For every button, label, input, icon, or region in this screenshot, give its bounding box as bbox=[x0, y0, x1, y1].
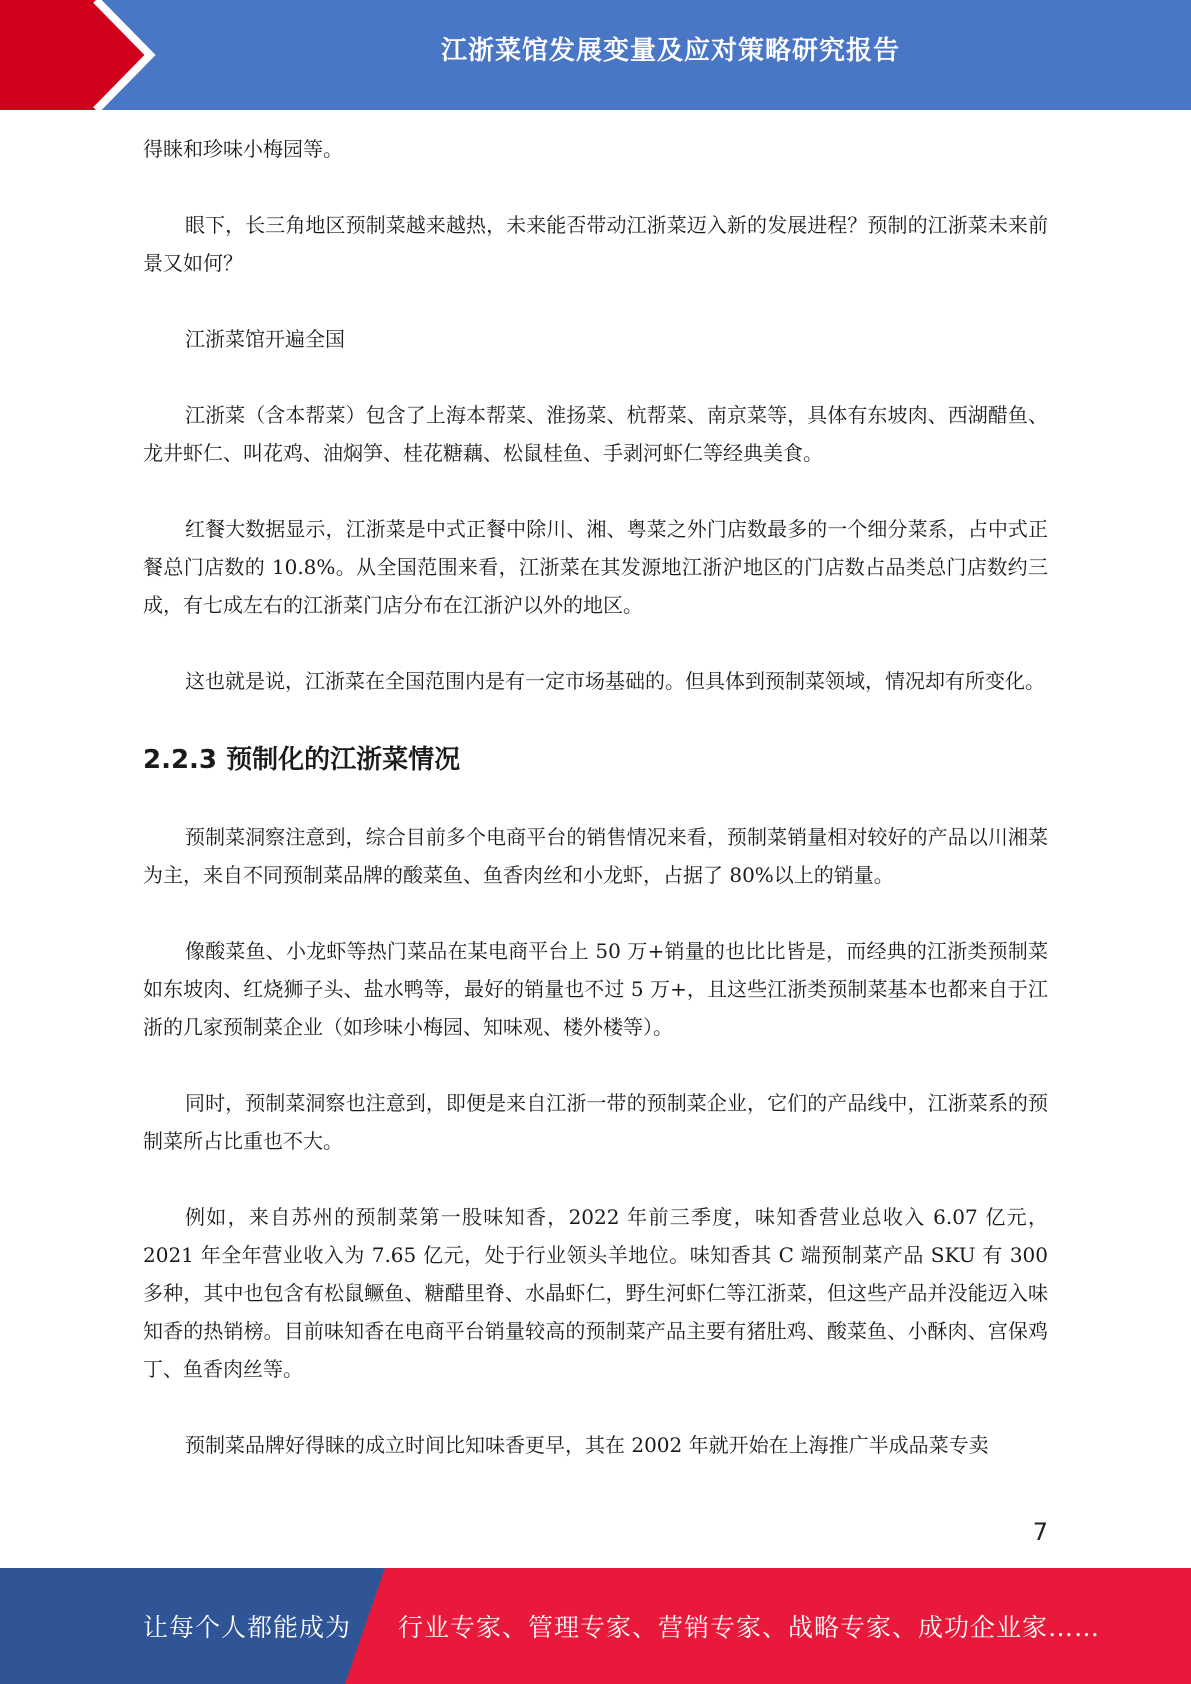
paragraph: 眼下，长三角地区预制菜越来越热，未来能否带动江浙菜迈入新的发展进程？预制的江浙菜未来前景又如何？ bbox=[143, 213, 1048, 275]
footer-slogan-right: 行业专家、管理专家、营销专家、战略专家、成功企业家…… bbox=[398, 1613, 1101, 1642]
header-red-arrow bbox=[0, 0, 150, 110]
paragraph: 红餐大数据显示，江浙菜是中式正餐中除川、湘、粤菜之外门店数最多的一个细分菜系，占中式正餐总门店数的 10.8%。从全国范围来看，江浙菜在其发源地江浙沪地区的门店数占品类总门店数约三成，有七成左右的江浙菜门店分布在江浙沪以外的地区。 bbox=[143, 517, 1048, 617]
section-heading: 2.2.3 预制化的江浙菜情况 bbox=[143, 745, 461, 775]
paragraph: 预制菜洞察注意到，综合目前多个电商平台的销售情况来看，预制菜销量相对较好的产品以川湘菜为主，来自不同预制菜品牌的酸菜鱼、鱼香肉丝和小龙虾，占据了 80%以上的销量。 bbox=[143, 825, 1048, 887]
page-number: 7 bbox=[1032, 1518, 1048, 1546]
page-footer bbox=[0, 1568, 1191, 1684]
paragraph: 同时，预制菜洞察也注意到，即便是来自江浙一带的预制菜企业，它们的产品线中，江浙菜系的预制菜所占比重也不大。 bbox=[143, 1091, 1048, 1153]
paragraph: 像酸菜鱼、小龙虾等热门菜品在某电商平台上 50 万+销量的也比比皆是，而经典的江浙类预制菜如东坡肉、红烧狮子头、盐水鸭等，最好的销量也不过 5 万+，且这些江浙类预制菜基本也都来自于江浙的几家预制菜企业（如珍味小梅园、知味观、楼外楼等）。 bbox=[143, 939, 1048, 1039]
subheading-paragraph: 江浙菜馆开遍全国 bbox=[185, 327, 345, 351]
paragraph: 例如，来自苏州的预制菜第一股味知香，2022 年前三季度，味知香营业总收入 6.07 亿元，2021 年全年营业收入为 7.65 亿元，处于行业领头羊地位。味知香其 C 端预制菜产品 SKU 有 300 多种，其中也包含有松鼠鳜鱼、糖醋里脊、水晶虾仁，野生河虾仁等江浙菜，但这些产品并没能迈入味知香的热销榜。目前味知香在电商平台销量较高的预制菜产品主要有猪肚鸡、酸菜鱼、小酥肉、宫保鸡丁、鱼香肉丝等。 bbox=[143, 1205, 1048, 1381]
report-title: 江浙菜馆发展变量及应对策略研究报告 bbox=[440, 36, 900, 66]
footer-slogan-left: 让每个人都能成为 bbox=[143, 1613, 352, 1642]
document-body bbox=[143, 130, 1048, 1502]
paragraph: 预制菜品牌好得睐的成立时间比知味香更早，其在 2002 年就开始在上海推广半成品菜专卖 bbox=[185, 1433, 989, 1457]
page-header bbox=[0, 0, 1191, 110]
paragraph: 这也就是说，江浙菜在全国范围内是有一定市场基础的。但具体到预制菜领域，情况却有所变化。 bbox=[185, 669, 1045, 693]
paragraph: 江浙菜（含本帮菜）包含了上海本帮菜、淮扬菜、杭帮菜、南京菜等，具体有东坡肉、西湖醋鱼、龙井虾仁、叫花鸡、油焖笋、桂花糖藕、松鼠桂鱼、手剥河虾仁等经典美食。 bbox=[143, 403, 1048, 465]
paragraph: 得睐和珍味小梅园等。 bbox=[143, 137, 343, 161]
